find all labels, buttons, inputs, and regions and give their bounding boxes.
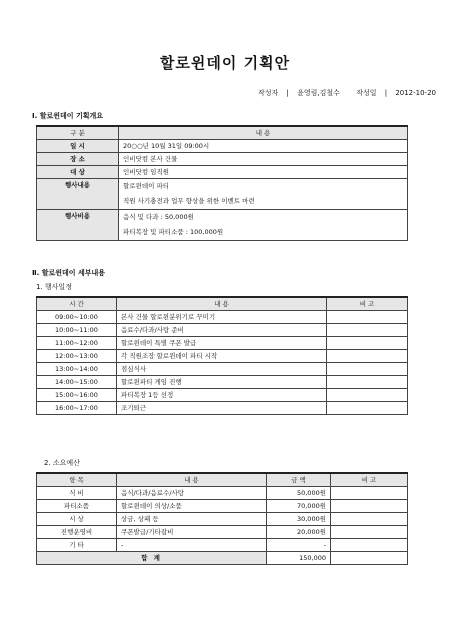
row-label: 장 소 [37,153,119,166]
table-row [37,500,408,513]
note-cell [327,311,408,324]
row-label: 대 상 [37,166,119,179]
col-header: 시 간 [37,297,117,311]
note-cell [327,324,408,337]
content-cell: 할로윈파티 게임 진행 [117,376,327,389]
row-value: 인비닷컴 임직원 [119,166,408,179]
time-cell: 10:00~11:00 [37,324,117,337]
table-row [37,166,408,179]
note-cell [327,337,408,350]
item-cell: 진행운영비 [37,526,117,539]
author-value: 윤영림,김철수 [297,89,340,97]
content-cell: - [117,539,267,552]
note-cell [327,389,408,402]
item-cell: 식 비 [37,487,117,500]
note-cell [331,513,408,526]
row-value: 파티복장 및 파티소품 : 100,000원 [119,224,408,241]
document-title: 할로윈데이 기획안 [159,54,291,72]
content-cell: 조기퇴근 [117,402,327,415]
table-row [37,376,408,389]
time-cell: 11:00~12:00 [37,337,117,350]
table-row [37,324,408,337]
table-row [37,526,408,539]
table-row [37,179,408,194]
amount-cell: - [267,539,331,552]
table-header-row [37,473,408,487]
table-header-row [37,297,408,311]
total-label: 합 계 [37,552,267,565]
content-cell: 본사 건물 할로윈분위기로 꾸미기 [117,311,327,324]
time-cell: 16:00~17:00 [37,402,117,415]
amount-cell: 70,000원 [267,500,331,513]
time-cell: 14:00~15:00 [37,376,117,389]
table-row [37,350,408,363]
content-cell: 쿠폰발급/기타잡비 [117,526,267,539]
row-value: 음식 및 다과 : 50,000원 [119,210,408,225]
time-cell: 15:00~16:00 [37,389,117,402]
schedule-table [36,296,408,415]
table-row [37,140,408,153]
section2-heading: Ⅱ. 할로윈데이 세부내용 [32,269,106,277]
content-cell: 할로윈데이 특별 쿠폰 발급 [117,337,327,350]
content-cell: 파티복장 1등 선정 [117,389,327,402]
note-cell [331,487,408,500]
col-header: 내 용 [117,297,327,311]
item-cell: 시 상 [37,513,117,526]
table-row [37,402,408,415]
amount-cell: 30,000원 [267,513,331,526]
overview-table [36,125,408,241]
schedule-subheading: 1. 행사일정 [36,283,72,291]
col-header: 비 고 [331,473,408,487]
row-value: 할로윈데이 파티 [119,179,408,194]
note-cell [331,539,408,552]
table-row [37,389,408,402]
total-note [331,552,408,565]
table-row [37,153,408,166]
total-amount: 150,000 [267,552,331,565]
row-value: 직원 사기충전과 업무 향상을 위한 이벤트 마련 [119,193,408,210]
total-row [37,552,408,565]
row-value: 인비닷컴 본사 건물 [119,153,408,166]
col-header: 항 목 [37,473,117,487]
separator: | [384,89,388,97]
content-cell: 각 직원조장 할로윈데이 파티 시작 [117,350,327,363]
content-cell: 음식/다과/음료수/사탕 [117,487,267,500]
date-value: 2012-10-20 [395,89,436,97]
col-header: 내 용 [117,473,267,487]
note-cell [327,363,408,376]
item-cell: 기 타 [37,539,117,552]
budget-table [36,472,408,565]
note-cell [327,402,408,415]
note-cell [327,376,408,389]
time-cell: 12:00~13:00 [37,350,117,363]
budget-subheading: 2. 소요예산 [44,459,80,467]
row-label: 행사내용 [37,179,119,210]
table-row [37,539,408,552]
section1-heading: Ⅰ. 할로윈데이 기획개요 [32,112,103,120]
amount-cell: 50,000원 [267,487,331,500]
content-cell: 음료수/다과/사탕 준비 [117,324,327,337]
content-cell: 상금, 상패 등 [117,513,267,526]
table-row [37,363,408,376]
col-header: 내 용 [119,126,408,140]
table-row [37,337,408,350]
row-label: 일 시 [37,140,119,153]
date-label: 작성일 [356,89,377,97]
col-header: 구 분 [37,126,119,140]
table-row [37,513,408,526]
row-value: 20○○년 10월 31일 09:00시 [119,140,408,153]
col-header: 비 고 [327,297,408,311]
item-cell: 파티소품 [37,500,117,513]
table-row [37,311,408,324]
content-cell: 점심식사 [117,363,327,376]
time-cell: 09:00~10:00 [37,311,117,324]
table-row [37,487,408,500]
note-cell [327,350,408,363]
time-cell: 13:00~14:00 [37,363,117,376]
author-label: 작성자 [258,89,279,97]
separator: | [286,89,289,97]
amount-cell: 20,000원 [267,526,331,539]
note-cell [331,500,408,513]
note-cell [331,526,408,539]
table-header-row [37,126,408,140]
table-row [37,210,408,225]
content-cell: 할로윈데이 의상/소품 [117,500,267,513]
document-meta [258,88,436,98]
row-label: 행사비용 [37,210,119,241]
col-header: 금 액 [267,473,331,487]
